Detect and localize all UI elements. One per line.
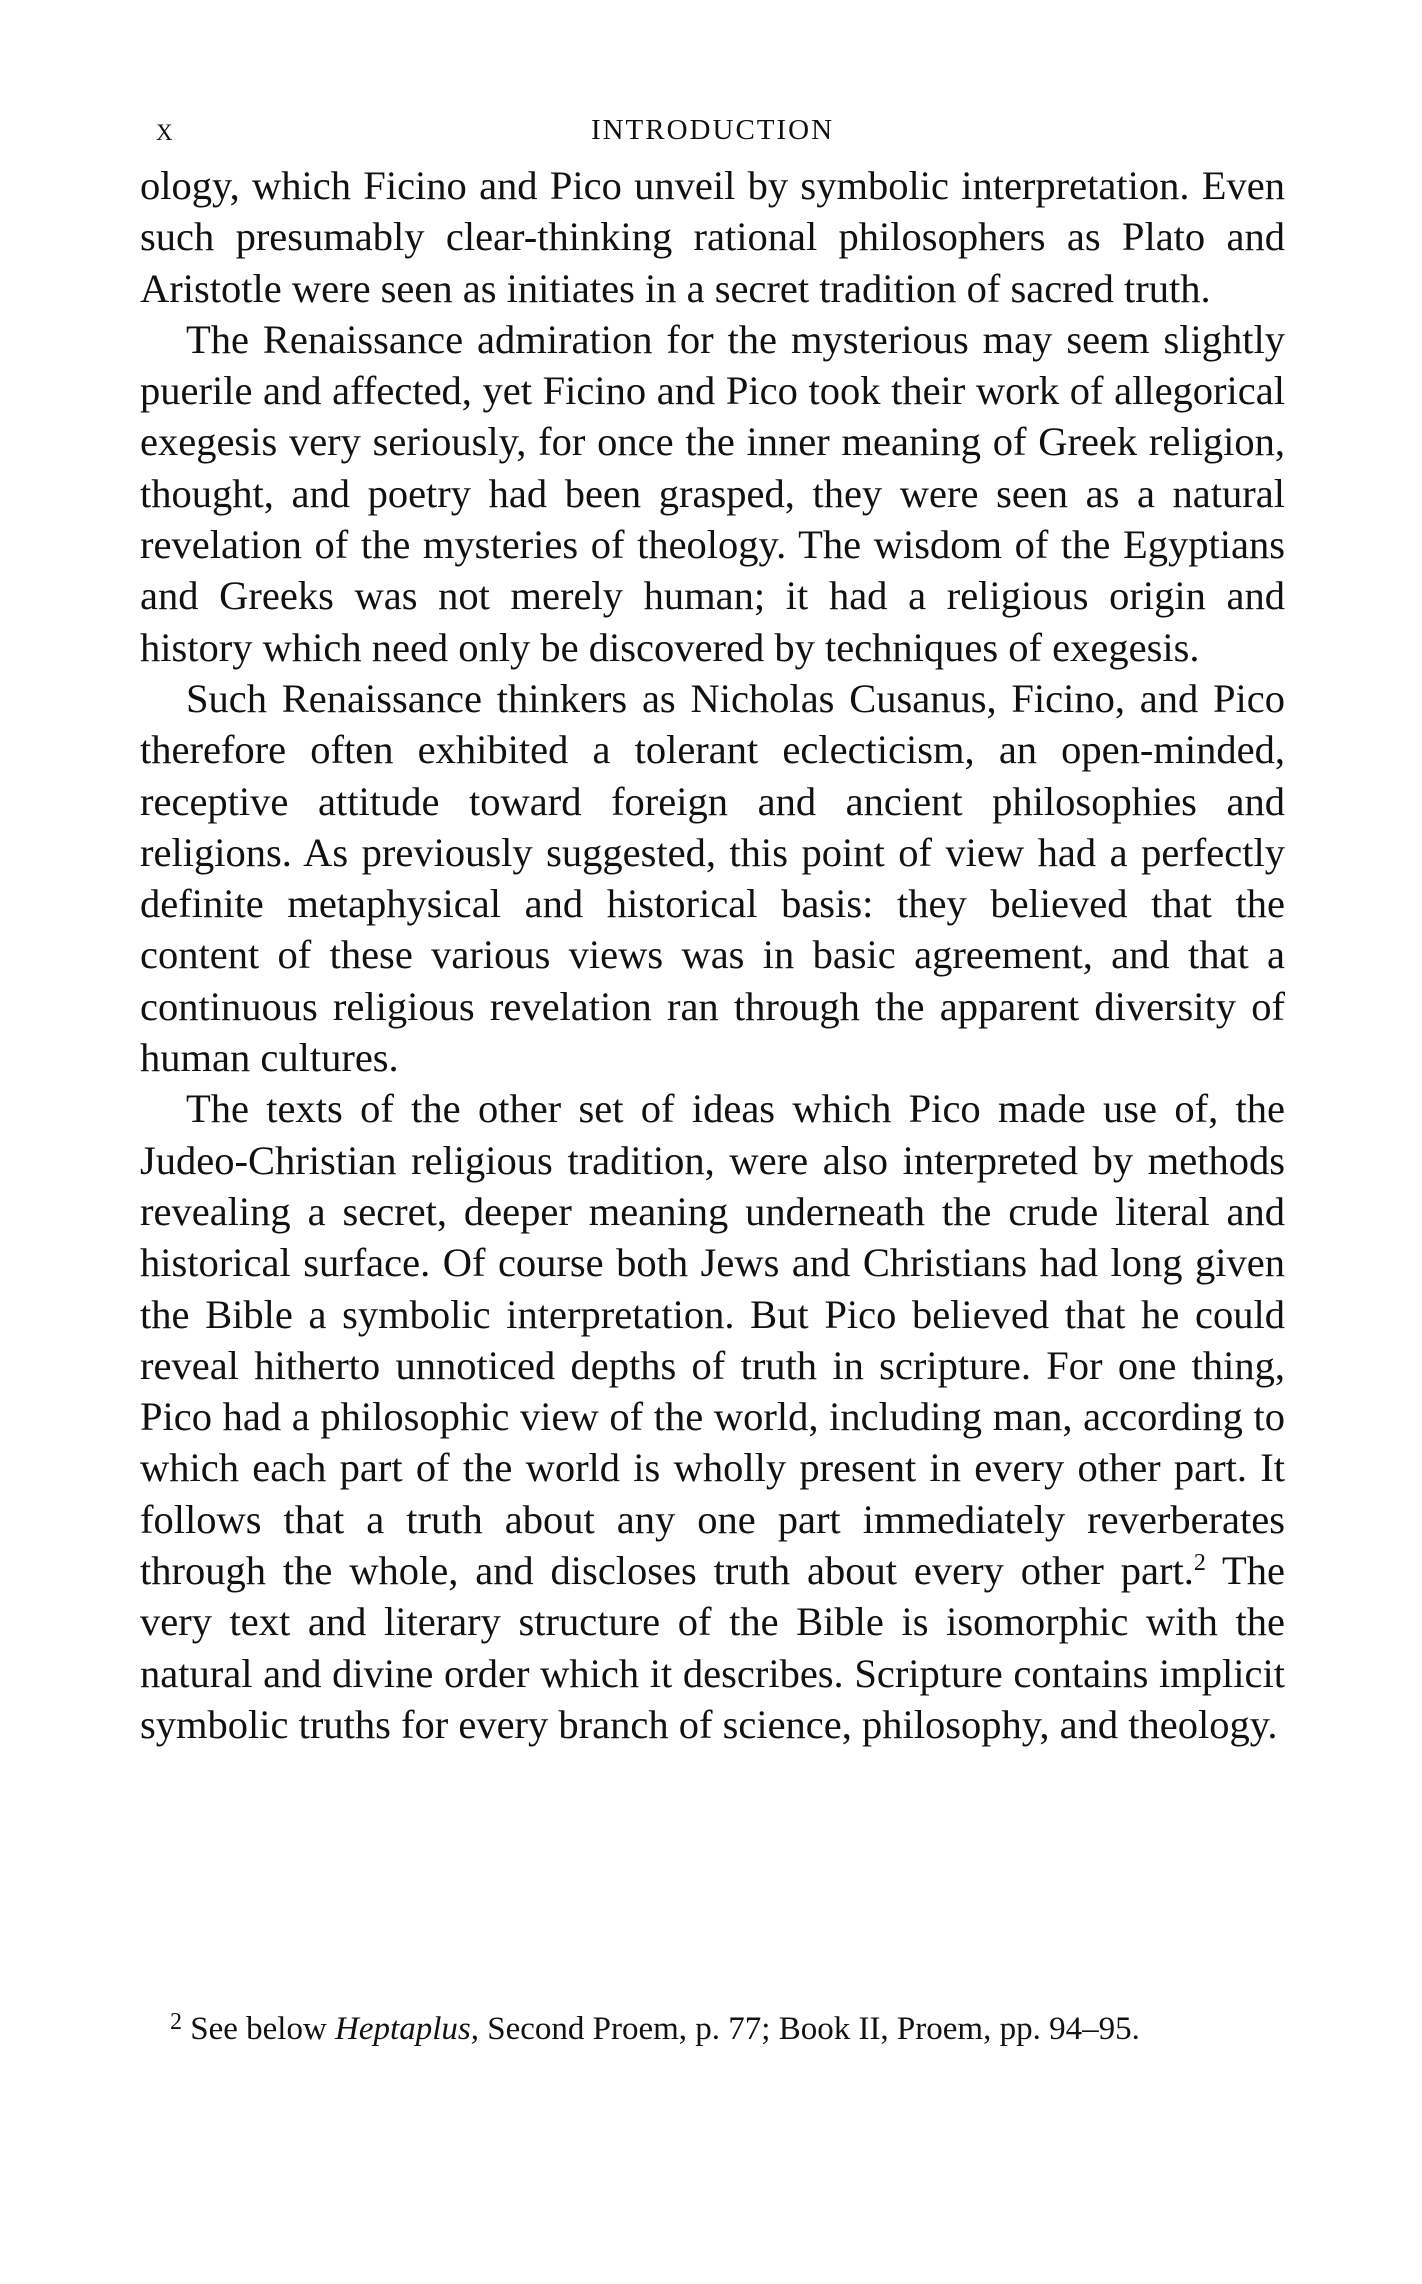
running-head-title: INTRODUCTION [590,114,835,146]
paragraph-1-continued: ology, which Ficino and Pico unveil by symbolic interpretation. Even such presumably clear-thinking rational philosophers as Plato and Aristotle were seen as initiates in a secret tradition of sacred truth. [140,163,1285,311]
paragraph-4-text-after-note: The very text and literary structure of the Bible is isomorphic with the natural and divine order which it describes. Scripture contains implicit symbolic truths for every branch of science, philosophy, and theology. [140,1548,1286,1747]
paragraph-4-text-before-note: The texts of the other set of ideas which Pico made use of, the Judeo-Christian religious tradition, were also interpreted by methods revealing a secret, deeper meaning underneath the crude literal and historical surface. Of course both Jews and Christians had long given the Bible a symbolic interpretation. But Pico believed that he could reveal hitherto unnoticed depths of truth in scripture. For one thing, Pico had a philosophic view of the world, including man, according to which each part of the world is wholly present in every other part. It follows that a truth about any one part immediately reverberates through the whole, and discloses truth about every other part. [140,1086,1285,1594]
body-text [140,160,1285,1750]
footnote-reference: 2 [1193,1550,1206,1577]
footnote-lead: See below [182,2011,336,2047]
page-number: x [156,112,174,148]
running-head [140,112,1285,152]
footnote [170,2007,1290,2051]
paragraph-4 [140,1083,1285,1750]
paragraph-3: Such Renaissance thinkers as Nicholas Cusanus, Ficino, and Pico therefore often exhibited a tolerant eclecticism, an open-minded, receptive attitude toward foreign and ancient philosophies and religions. As previously suggested, this point of view had a perfectly definite metaphysical and historical basis: they believed that the content of these various views was in basic agreement, and that a continuous religious revelation ran through the apparent diversity of human cultures. [140,675,1285,1081]
footnote-rest: Second Proem, p. 77; Book II, Proem, pp. 94–95. [478,2011,1140,2047]
paragraph-2: The Renaissance admiration for the mysterious may seem slightly puerile and affected, yet Ficino and Pico took their work of allegorical exegesis very seriously, for once the inner meaning of Greek religion, thought, and poetry had been grasped, they were seen as a natural revelation of the mysteries of theology. The wisdom of the Egyptians and Greeks was not merely human; it had a religious origin and history which need only be discovered by techniques of exegesis. [140,316,1285,670]
footnote-marker: 2 [170,2009,182,2035]
footnote-work-title: Heptaplus, [335,2011,479,2047]
book-page [140,0,1285,2284]
